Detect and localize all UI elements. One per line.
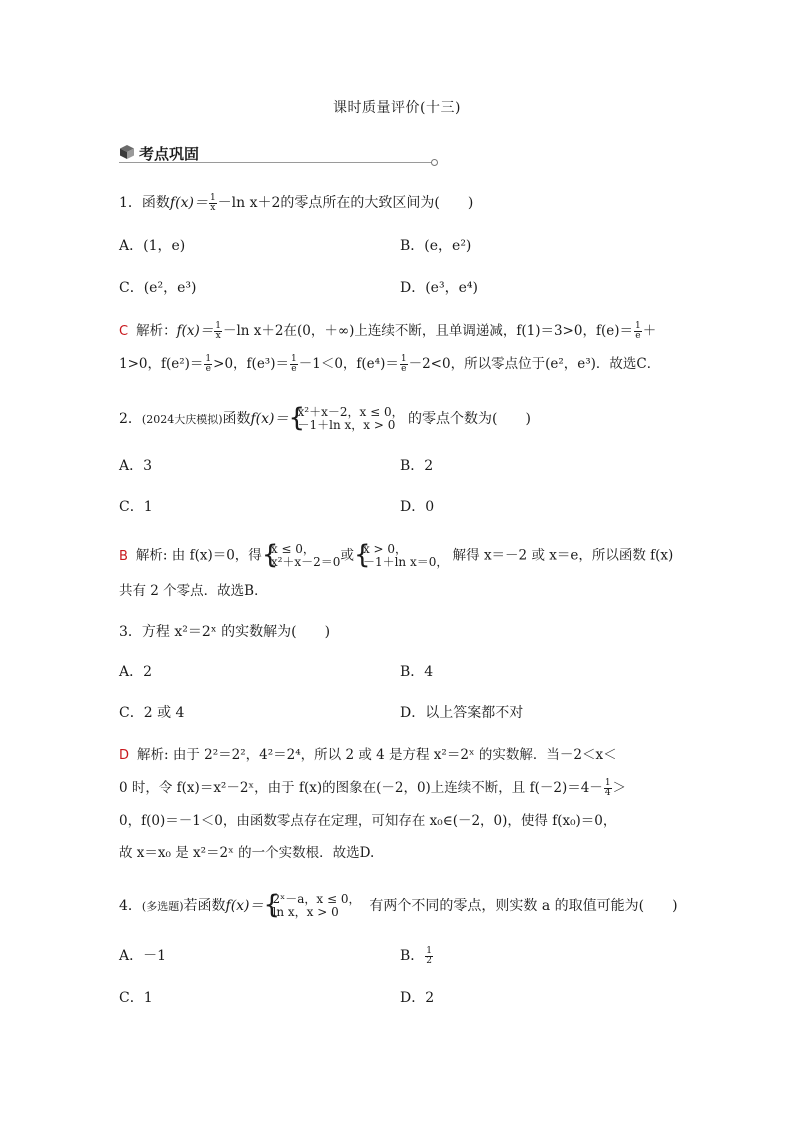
q2-solution-line-2: 共有 2 个零点．故选B． bbox=[119, 583, 268, 599]
q2-option-c: C．1 bbox=[119, 499, 153, 515]
section-header bbox=[119, 144, 439, 164]
divider-end-dot bbox=[431, 159, 438, 166]
q1-option-d: D．(e³，e⁴) bbox=[400, 280, 478, 296]
q1-option-c: C．(e²，e³) bbox=[119, 280, 197, 296]
cube-icon bbox=[119, 144, 135, 160]
q3-option-a: A．2 bbox=[119, 664, 153, 680]
page-title: 课时质量评价(十三) bbox=[333, 100, 461, 116]
q3-answer: D bbox=[119, 748, 130, 763]
question-1-stem: 1．函数f(x)＝ $\frac{1}{x}$ －ln x＋2的零点所在的大致区间为( ) bbox=[119, 192, 474, 213]
q4-option-a: A．－1 bbox=[119, 948, 167, 964]
q4-option-d: D．2 bbox=[400, 990, 435, 1006]
section-title: 考点巩固 bbox=[139, 145, 200, 163]
section-divider bbox=[119, 162, 433, 163]
q3-solution-line-4: 故 x＝x₀ 是 x²＝2ˣ 的一个实数根．故选D. bbox=[119, 845, 375, 861]
q3-option-b: B．4 bbox=[400, 664, 434, 680]
q4-option-b: B． $\frac{1}{2}$ bbox=[400, 945, 433, 966]
question-3-stem: 3．方程 x²＝2ˣ 的实数解为( ) bbox=[119, 624, 331, 640]
q1-answer: C bbox=[119, 324, 129, 339]
q2-answer: B bbox=[119, 548, 128, 564]
q2-option-a: A．3 bbox=[119, 458, 153, 474]
q1-solution-line-2: 1>0，f(e²)＝ $\frac{1}{e}$ >0，f(e³)＝ $\frac{1}{e}$ －1＜0，f(e⁴)＝ $\frac{1}{e}$ －2<0，所以零点位于(e²，e³)．故选C． bbox=[119, 354, 661, 374]
q1-option-a: A．(1，e) bbox=[119, 238, 186, 254]
q2-solution-line-1: B 解析: 由 f(x)＝0，得 { x ≤ 0， x²＋x－2＝0 或 { x > 0， －1＋ln x＝0， 解得 x＝－2 或 x＝e，所以函数 f(x) bbox=[119, 540, 674, 570]
question-2-stem: 2．(2024大庆模拟)函数f(x)＝ { x²＋x－2，x ≤ 0， －1＋ln x，x > 0 的零点个数为( ) bbox=[119, 403, 531, 433]
q3-option-d: D．以上答案都不对 bbox=[400, 705, 524, 721]
q2-option-d: D．0 bbox=[400, 499, 435, 515]
q1-solution-line-1: C 解析：f(x)＝ $\frac{1}{x}$ －ln x＋2在(0，＋∞)上连续不断，且单调递减，f(1)＝3>0，f(e)＝ $\frac{1}{e}$ ＋ bbox=[119, 321, 657, 341]
q3-solution-line-2: 0 时，令 f(x)＝x²－2ˣ，由于 f(x)的图象在(－2，0)上连续不断，且 f(－2)＝4－ $\frac{1}{4}$ ＞ bbox=[119, 778, 627, 798]
q3-solution-line-3: 0，f(0)＝－1＜0，由函数零点存在定理，可知存在 x₀∈(－2，0)，使得 f(x₀)＝0， bbox=[119, 813, 617, 829]
q1-option-b: B．(e，e²) bbox=[400, 238, 472, 254]
piecewise-definition: { x²＋x－2，x ≤ 0， －1＋ln x，x > 0 bbox=[288, 403, 404, 433]
q4-option-c: C．1 bbox=[119, 990, 153, 1006]
question-4-stem: 4．(多选题)若函数f(x)＝ { 2ˣ－a，x ≤ 0， ln x，x > 0 有两个不同的零点，则实数 a 的取值可能为( ) bbox=[119, 890, 678, 920]
q2-option-b: B．2 bbox=[400, 458, 434, 474]
q3-option-c: C．2 或 4 bbox=[119, 705, 185, 721]
fraction: $\frac{1}{x}$ bbox=[209, 192, 216, 213]
q3-solution-line-1: D 解析: 由于 2²＝2²，4²＝2⁴，所以 2 或 4 是方程 x²＝2ˣ 的实数解．当－2＜x＜ bbox=[119, 747, 617, 763]
